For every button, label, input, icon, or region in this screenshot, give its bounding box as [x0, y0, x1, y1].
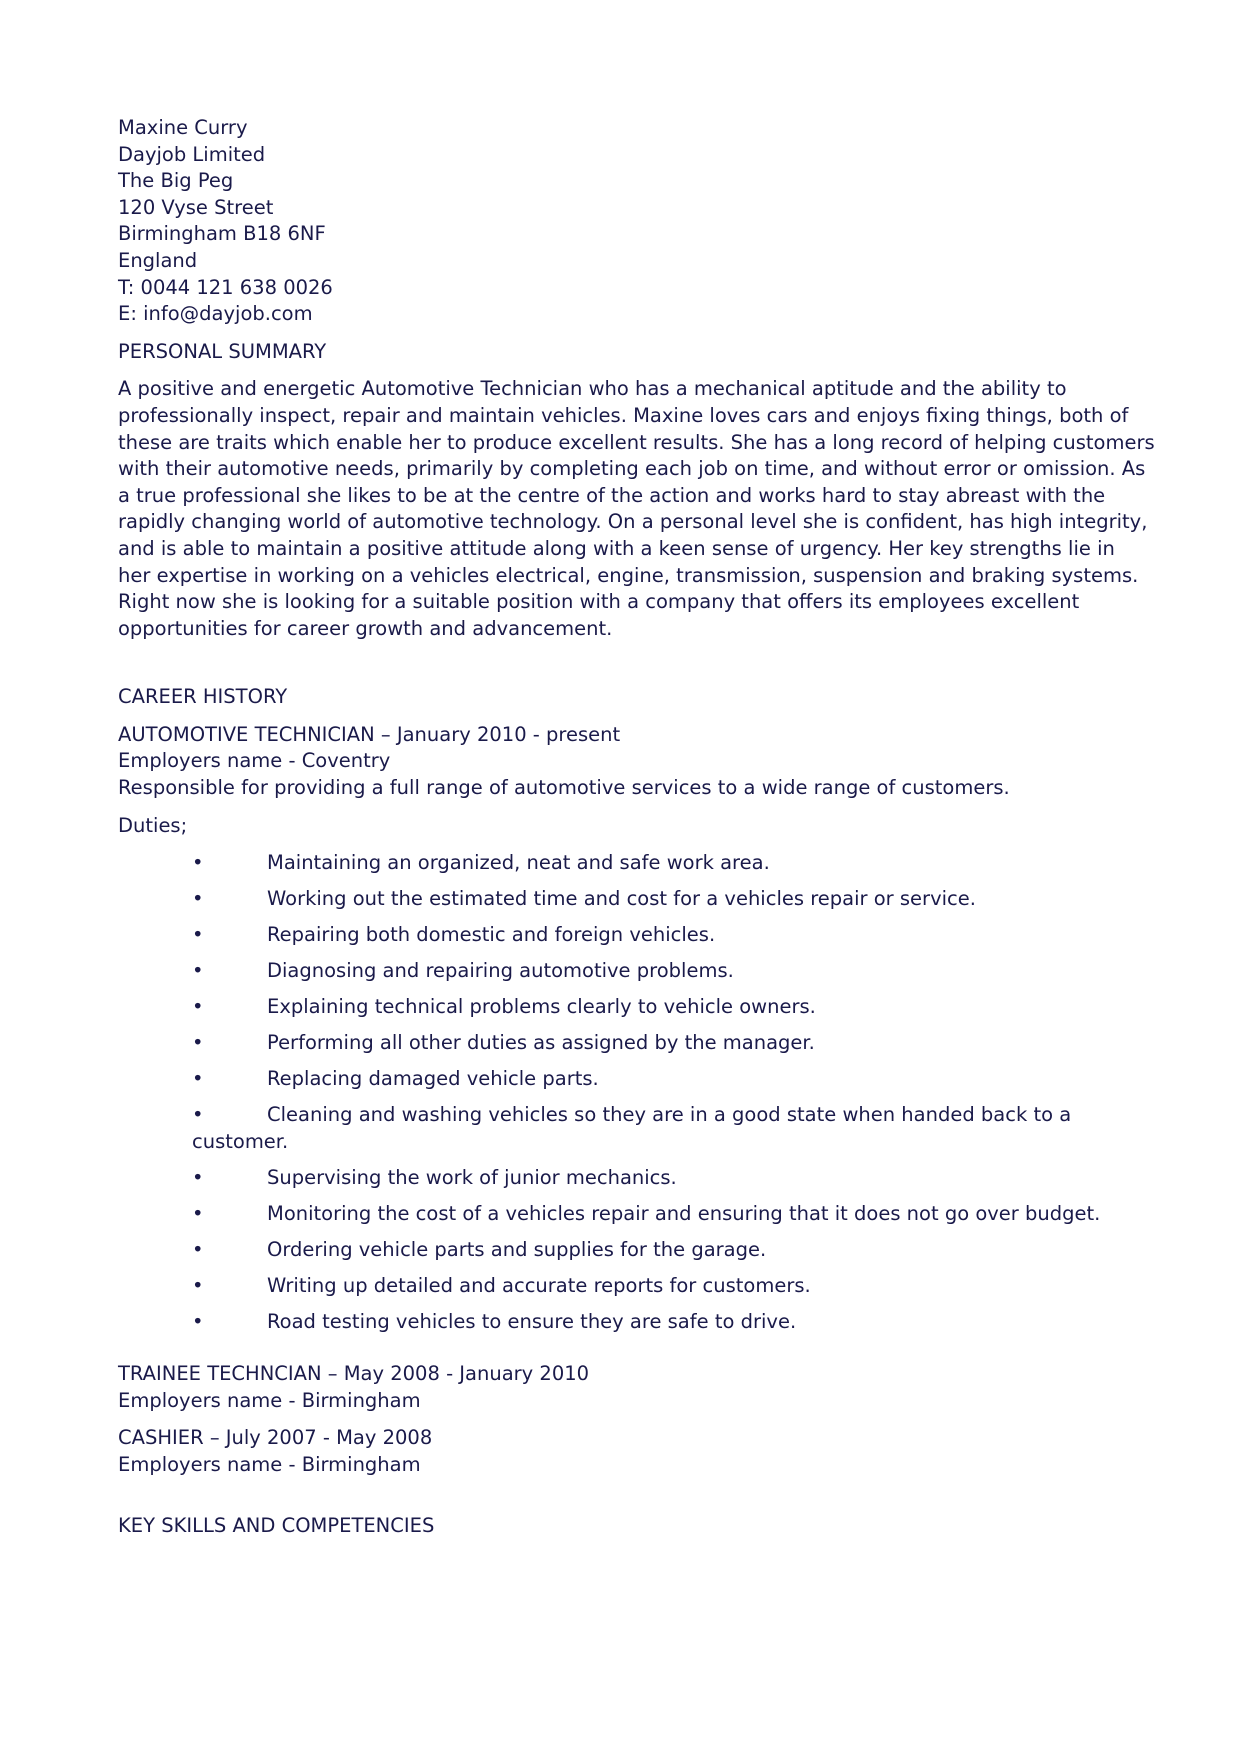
job-automotive-technician — [118, 722, 1138, 1335]
job-employer: Employers name - Birmingham — [118, 1453, 421, 1477]
duty-item — [192, 1102, 1138, 1155]
duty-text: Supervising the work of junior mechanics. — [267, 1165, 677, 1189]
key-skills-heading: KEY SKILLS AND COMPETENCIES — [118, 1513, 435, 1537]
summary-line: Right now she is looking for a suitable position with a company that offers its employees excellent — [118, 590, 1080, 614]
career-history-heading: CAREER HISTORY — [118, 685, 288, 709]
job-title: AUTOMOTIVE TECHNICIAN – January 2010 - present — [118, 722, 621, 746]
job-employer: Employers name - Coventry — [118, 749, 391, 773]
duty-item — [192, 1273, 1138, 1300]
duty-item — [192, 1237, 1138, 1264]
contact-email: E: info@dayjob.com — [118, 302, 313, 326]
contact-city: Birmingham B18 6NF — [118, 222, 326, 246]
contact-street: 120 Vyse Street — [118, 195, 274, 219]
job-title: CASHIER – July 2007 - May 2008 — [118, 1426, 433, 1450]
duty-item — [192, 1201, 1138, 1228]
bullet: • — [192, 1031, 204, 1055]
job-trainee-technician — [118, 1361, 1138, 1414]
summary-line: and is able to maintain a positive attitude along with a keen sense of urgency. Her key strengths lie in — [118, 536, 1115, 560]
personal-summary-text — [118, 376, 1155, 642]
contact-name: Maxine Curry — [118, 116, 248, 139]
duty-text: Replacing damaged vehicle parts. — [267, 1067, 599, 1091]
bullet: • — [192, 1201, 204, 1225]
duty-item — [192, 922, 1138, 949]
duty-text: Writing up detailed and accurate reports for customers. — [267, 1273, 811, 1297]
duty-item — [192, 1165, 1138, 1192]
summary-line: these are traits which enable her to produce excellent results. She has a long record of helping customers — [118, 430, 1155, 454]
duty-text: Road testing vehicles to ensure they are safe to drive. — [267, 1309, 797, 1333]
contact-building: The Big Peg — [118, 169, 234, 193]
bullet: • — [192, 959, 204, 983]
job-cashier — [118, 1425, 1138, 1478]
bullet: • — [192, 923, 204, 947]
duty-item — [192, 850, 1138, 877]
bullet: • — [192, 1273, 204, 1297]
duty-text: Monitoring the cost of a vehicles repair and ensuring that it does not go over budget. — [267, 1201, 1101, 1225]
personal-summary-heading: PERSONAL SUMMARY — [118, 339, 327, 363]
bullet: • — [192, 1103, 204, 1127]
contact-block — [118, 115, 1138, 328]
summary-line: professionally inspect, repair and maintain vehicles. Maxine loves cars and enjoys fixing things, both of — [118, 403, 1129, 427]
duty-item — [192, 1309, 1138, 1336]
duties-list — [192, 850, 1138, 1335]
resume-content — [118, 115, 1155, 1539]
duty-text: Ordering vehicle parts and supplies for the garage. — [267, 1237, 767, 1261]
duty-text: Working out the estimated time and cost for a vehicles repair or service. — [267, 887, 976, 911]
duty-item — [192, 886, 1138, 913]
bullet: • — [192, 1165, 204, 1189]
summary-line: opportunities for career growth and advancement. — [118, 616, 613, 640]
duty-continuation: customer. — [192, 1129, 289, 1153]
summary-line: a true professional she likes to be at the centre of the action and works hard to stay abreast with the — [118, 483, 1106, 507]
duty-item — [192, 1030, 1138, 1057]
job-employer: Employers name - Birmingham — [118, 1388, 421, 1412]
duty-text: Maintaining an organized, neat and safe work area. — [267, 851, 770, 875]
job-description: Responsible for providing a full range of automotive services to a wide range of customers. — [118, 776, 1010, 800]
duty-text: Explaining technical problems clearly to vehicle owners. — [267, 995, 816, 1019]
summary-line: A positive and energetic Automotive Technician who has a mechanical aptitude and the ability to — [118, 377, 1067, 401]
contact-country: England — [118, 248, 198, 272]
duty-text: Repairing both domestic and foreign vehicles. — [267, 923, 716, 947]
contact-company: Dayjob Limited — [118, 142, 266, 166]
bullet: • — [192, 995, 204, 1019]
summary-line: rapidly changing world of automotive technology. On a personal level she is confident, has high integrity, — [118, 510, 1148, 534]
summary-line: with their automotive needs, primarily by completing each job on time, and without error or omission. As — [118, 457, 1146, 481]
duty-text: Performing all other duties as assigned by the manager. — [267, 1031, 815, 1055]
bullet: • — [192, 1309, 204, 1333]
duty-item — [192, 1066, 1138, 1093]
bullet: • — [192, 851, 204, 875]
duties-label: Duties; — [118, 813, 188, 837]
duty-text: Diagnosing and repairing automotive problems. — [267, 959, 734, 983]
contact-phone: T: 0044 121 638 0026 — [118, 275, 333, 299]
bullet: • — [192, 887, 204, 911]
summary-line: her expertise in working on a vehicles electrical, engine, transmission, suspension and braking systems. — [118, 563, 1139, 587]
duty-item — [192, 994, 1138, 1021]
duty-item — [192, 958, 1138, 985]
job-title: TRAINEE TECHNCIAN – May 2008 - January 2010 — [118, 1362, 590, 1386]
bullet: • — [192, 1237, 204, 1261]
bullet: • — [192, 1067, 204, 1091]
duty-text: Cleaning and washing vehicles so they are in a good state when handed back to a — [267, 1103, 1072, 1127]
